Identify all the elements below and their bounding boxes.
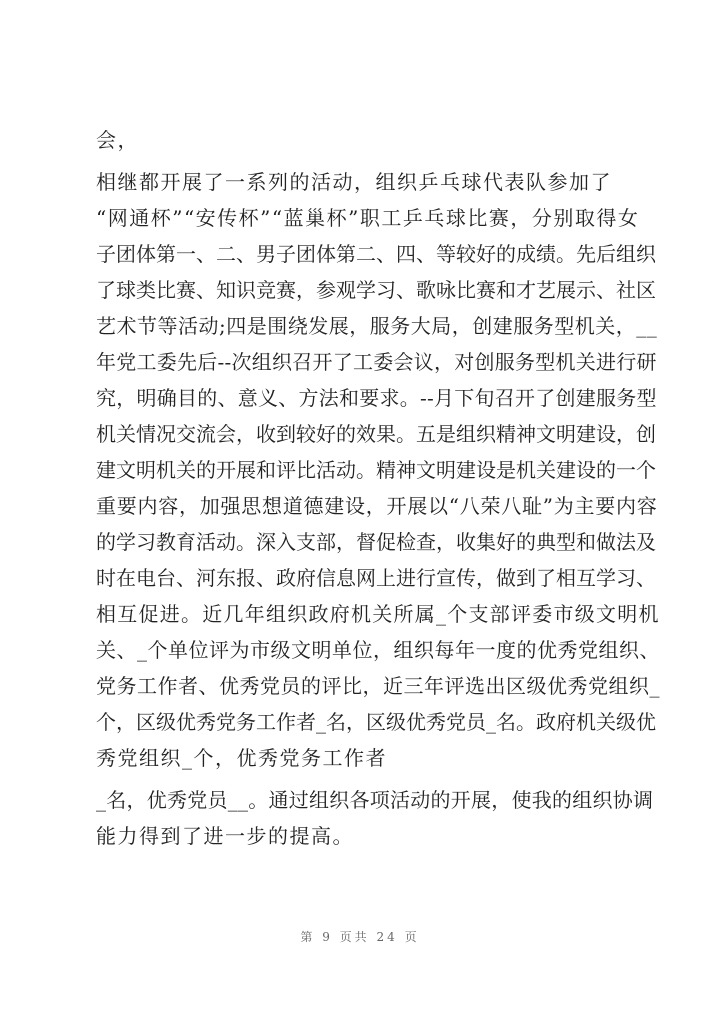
paragraph-line-9: 机关情况交流会，收到较好的效果。五是组织精神文明建设，创 <box>96 422 656 446</box>
paragraph-line-12: 的学习教育活动。深入支部，督促检查，收集好的典型和做法及 <box>96 530 656 554</box>
paragraph-line-4: 子团体第一、二、男子团体第二、四、等较好的成绩。先后组织 <box>96 242 656 266</box>
paragraph-line-17: 个，区级优秀党务工作者_名，区级优秀党员_名。政府机关级优 <box>96 710 656 734</box>
paragraph-line-19: _名，优秀党员__。通过组织各项活动的开展，使我的组织协调 <box>96 788 654 812</box>
paragraph-line-15: 关、_个单位评为市级文明单位，组织每年一度的优秀党组织、 <box>96 638 660 662</box>
paragraph-line-10: 建文明机关的开展和评比活动。精神文明建设是机关建设的一个 <box>96 458 656 482</box>
paragraph-line-16: 党务工作者、优秀党员的评比，近三年评选出区级优秀党组织_ <box>96 674 660 698</box>
paragraph-line-5: 了球类比赛、知识竞赛，参观学习、歌咏比赛和才艺展示、社区 <box>96 278 656 302</box>
paragraph-line-2: 相继都开展了一系列的活动，组织乒乓球代表队参加了 <box>96 170 612 194</box>
paragraph-line-7: 年党工委先后--次组织召开了工委会议，对创服务型机关进行研 <box>96 350 657 374</box>
paragraph-line-13: 时在电台、河东报、政府信息网上进行宣传，做到了相互学习、 <box>96 566 656 590</box>
paragraph-line-3: “网通杯”“安传杯”“蓝巢杯”职工乒乓球比赛，分别取得女 <box>96 206 640 230</box>
page-number-footer: 第 9 页共 24 页 <box>300 930 420 944</box>
paragraph-line-6: 艺术节等活动;四是围绕发展，服务大局，创建服务型机关，__ <box>96 314 658 338</box>
paragraph-line-1: 会， <box>96 128 139 152</box>
paragraph-line-8: 究，明确目的、意义、方法和要求。--月下旬召开了创建服务型 <box>96 386 657 410</box>
paragraph-line-18: 秀党组织_个，优秀党务工作者 <box>96 746 387 770</box>
paragraph-line-11: 重要内容，加强思想道德建设，开展以“八荣八耻”为主要内容 <box>96 494 658 518</box>
paragraph-line-20: 能力得到了进一步的提高。 <box>96 824 354 848</box>
paragraph-line-14: 相互促进。近几年组织政府机关所属_个支部评委市级文明机 <box>96 602 660 626</box>
